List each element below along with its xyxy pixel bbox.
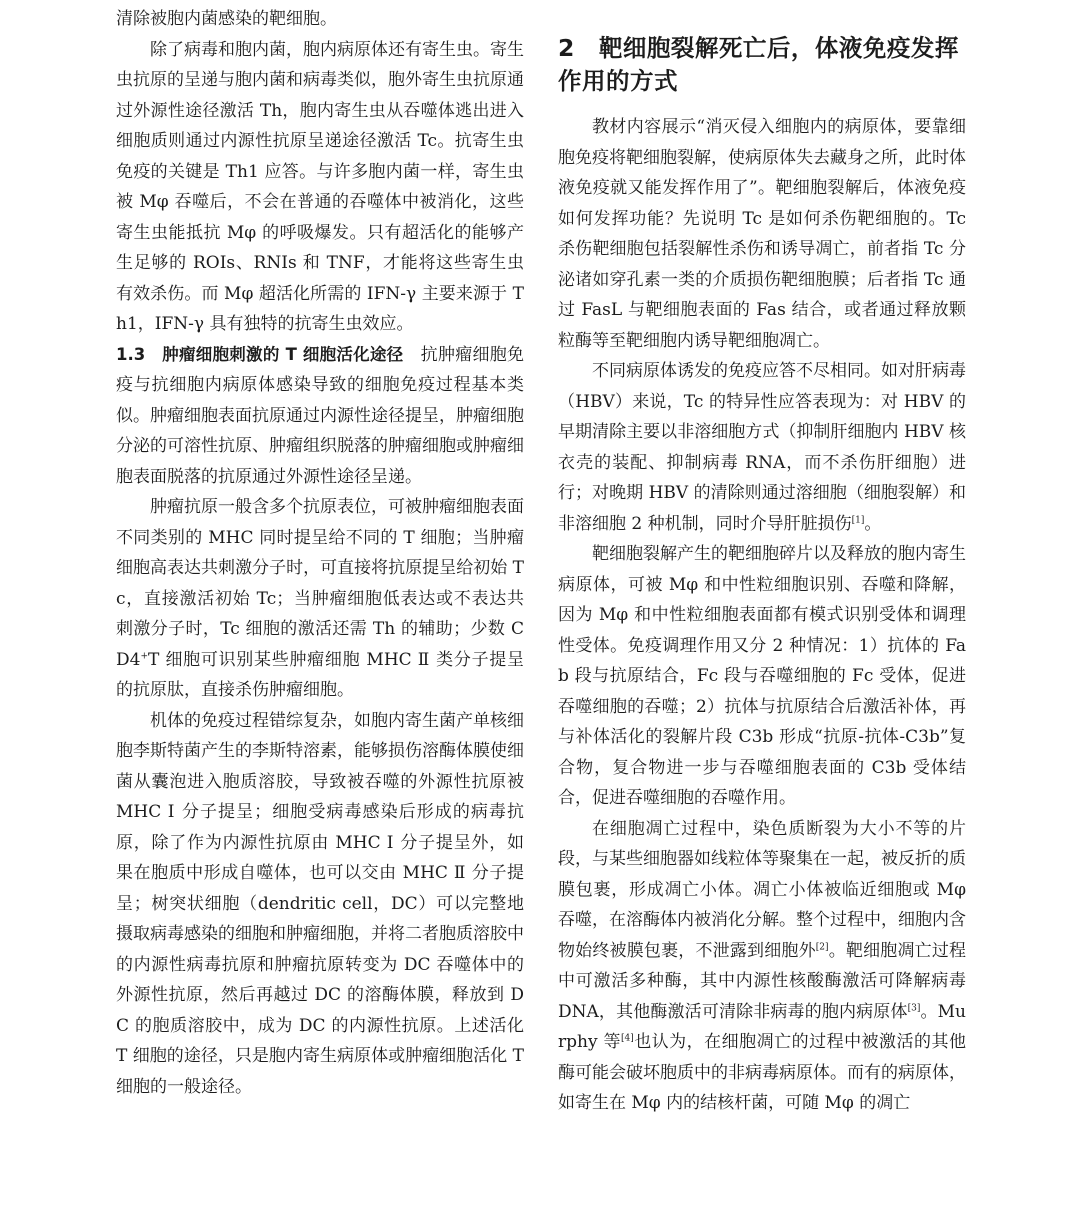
paragraph: 在细胞凋亡过程中，染色质断裂为大小不等的片段，与某些细胞器如线粒体等聚集在一起，被反折的质膜包裹，形成凋亡小体。凋亡小体被临近细胞或 Mφ 吞噬，在溶酶体内被消化分解。整个过程中，细胞内含物始终被膜包裹，不泄露到细胞外[2]。靶细胞凋亡过程中可激活多种酶，其中内源性核酸酶激活可降解病毒 DNA，其他酶激活可清除非病毒的胞内病原体[3]。Murphy 等[4]也认为，在细胞凋亡的过程中被激活的其他酶可能会破坏胞质中的非病毒病原体。而有的病原体，如寄生在 Mφ 内的结核杆菌，可随 Mφ 的凋亡 xyxy=(558,818,967,1113)
paragraph: 清除被胞内菌感染的靶细胞。 xyxy=(116,9,337,29)
paragraph: 靶细胞裂解产生的靶细胞碎片以及释放的胞内寄生病原体，可被 Mφ 和中性粒细胞识别、吞噬和降解，因为 Mφ 和中性粒细胞表面都有模式识别受体和调理性受体。免疫调理作用又分 2 种情况：1）抗体的 Fab 段与抗原结合，Fc 段与吞噬细胞的 Fc 受体，促进吞噬细胞的吞噬；2）抗体与抗原结合后激活补体，再与补体活化的裂解片段 C3b 形成“抗原-抗体-C3b”复合物，复合物进一步与吞噬细胞表面的 C3b 受体结合，促进吞噬细胞的吞噬作用。 xyxy=(558,544,966,808)
subsection-title: 1.3 肿瘤细胞刺激的 T 细胞活化途径 xyxy=(116,344,404,364)
paragraph: 机体的免疫过程错综复杂，如胞内寄生菌产单核细胞李斯特菌产生的李斯特溶素，能够损伤溶酶体膜使细菌从囊泡进入胞质溶胶，导致被吞噬的外源性抗原被 MHC Ⅰ 分子提呈；细胞受病毒感染后形成的病毒抗原，除了作为内源性抗原由 MHC Ⅰ 分子提呈外，如果在胞质中形成自噬体，也可以交由 MHC Ⅱ 分子提呈；树突状细胞（dendritic cell，DC）可以完整地摄取病毒感染的细胞和肿瘤细胞，并将二者胞质溶胶中的内源性病毒抗原和肿瘤抗原转变为 DC 吞噬体中的外源性抗原，然后再越过 DC 的溶酶体膜，释放到 DC 的胞质溶胶中，成为 DC 的内源性抗原。上述活化 T 细胞的途径，只是胞内寄生病原体或肿瘤细胞活化 T 细胞的一般途径。 xyxy=(116,710,524,1097)
paragraph: 肿瘤抗原一般含多个抗原表位，可被肿瘤细胞表面不同类别的 MHC 同时提呈给不同的 T 细胞；当肿瘤细胞高表达共刺激分子时，可直接将抗原提呈给初始 Tc，直接激活初始 Tc；当肿瘤细胞低表达或不表达共刺激分子时，Tc 细胞的激活还需 Th 的辅助；少数 CD4+T 细胞可识别某些肿瘤细胞 MHC Ⅱ 类分子提呈的抗原肽，直接杀伤肿瘤细胞。 xyxy=(116,497,524,700)
superscript: + xyxy=(140,650,148,661)
subsection-body: 抗肿瘤细胞免疫与抗细胞内病原体感染导致的细胞免疫过程基本类似。肿瘤细胞表面抗原通过内源性途径提呈，肿瘤细胞分泌的可溶性抗原、肿瘤组织脱落的肿瘤细胞或肿瘤细胞表面脱落的抗原通过外源性途径呈递。 xyxy=(116,344,524,487)
citation: [2] xyxy=(815,941,829,952)
citation: [1] xyxy=(851,514,865,525)
subsection-paragraph xyxy=(116,340,524,493)
paragraph: 教材内容展示“消灭侵入细胞内的病原体，要靠细胞免疫将靶细胞裂解，使病原体失去藏身之所，此时体液免疫就又能发挥作用了”。靶细胞裂解后，体液免疫如何发挥功能？先说明 Tc 是如何杀伤靶细胞的。Tc 杀伤靶细胞包括裂解性杀伤和诱导凋亡，前者指 Tc 分泌诸如穿孔素一类的介质损伤靶细胞膜；后者指 Tc 通过 FasL 与靶细胞表面的 Fas 结合，或者通过释放颗粒酶等至靶细胞内诱导靶细胞凋亡。 xyxy=(558,117,966,351)
right-column xyxy=(558,4,966,1119)
citation: [3] xyxy=(907,1002,921,1013)
citation: [4] xyxy=(620,1033,634,1044)
paragraph: 除了病毒和胞内菌，胞内病原体还有寄生虫。寄生虫抗原的呈递与胞内菌和病毒类似，胞外寄生虫抗原通过外源性途径激活 Th，胞内寄生虫从吞噬体逃出进入细胞质则通过内源性抗原呈递途径激活 Tc。抗寄生虫免疫的关键是 Th1 应答。与许多胞内菌一样，寄生虫被 Mφ 吞噬后，不会在普通的吞噬体中被消化，这些寄生虫能抵抗 Mφ 的呼吸爆发。只有超活化的能够产生足够的 ROIs、RNIs 和 TNF，才能将这些寄生虫有效杀伤。而 Mφ 超活化所需的 IFN-γ 主要来源于 Th1，IFN-γ 具有独特的抗寄生虫效应。 xyxy=(116,39,524,334)
left-column xyxy=(116,4,524,1102)
section-heading: 2 靶细胞裂解死亡后，体液免疫发挥作用的方式 xyxy=(558,34,959,95)
paragraph: 不同病原体诱发的免疫应答不尽相同。如对肝病毒（HBV）来说，Tc 的特异性应答表现为：对 HBV 的早期清除主要以非溶细胞方式（抑制肝细胞内 HBV 核衣壳的装配、抑制病毒 RNA，而不杀伤肝细胞）进行；对晚期 HBV 的清除则通过溶细胞（细胞裂解）和非溶细胞 2 种机制，同时介导肝脏损伤[1]。 xyxy=(558,361,966,534)
